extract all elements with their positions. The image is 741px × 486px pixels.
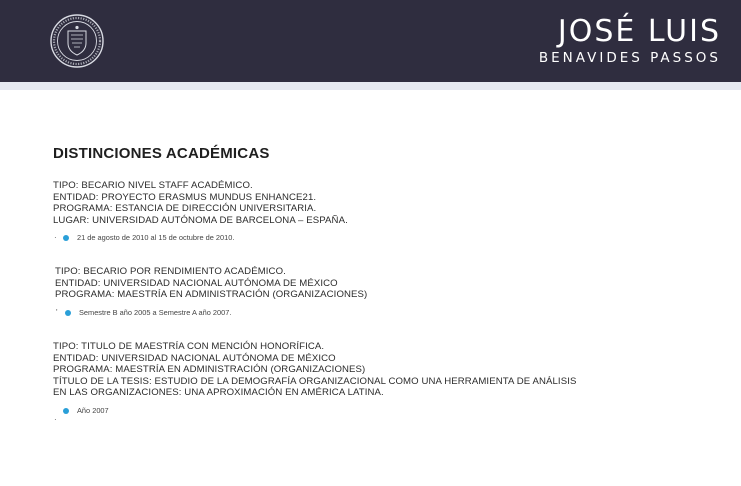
header-banner <box>0 0 741 82</box>
entry-date-row <box>53 404 576 424</box>
distinction-entry-3 <box>53 341 577 424</box>
entry-line: TIPO: BECARIO POR RENDIMIENTO ACADÉMICO. <box>55 266 286 277</box>
tick-mark: · <box>54 233 57 243</box>
entry-line: TÍTULO DE LA TESIS: ESTUDIO DE LA DEMOGRAFÍA ORGANIZACIONAL COMO UNA HERRAMIENTA DE ANÁLISIS <box>53 375 577 387</box>
entry-date-row <box>55 306 367 320</box>
entry-date-row <box>53 231 348 245</box>
header-strip <box>0 82 741 90</box>
entry-line: ENTIDAD: UNIVERSIDAD NACIONAL AUTÓNOMA DE MÉXICO <box>55 277 338 289</box>
tick-mark: ' <box>56 307 58 317</box>
entry-date: Semestre B año 2005 a Semestre A año 2007. <box>79 307 232 317</box>
entry-line: LUGAR: UNIVERSIDAD AUTÓNOMA DE BARCELONA – ESPAÑA. <box>53 214 348 226</box>
name-main: JOSÉ LUIS <box>557 14 721 49</box>
entry-line: PROGRAMA: MAESTRÍA EN ADMINISTRACIÓN (ORGANIZACIONES) <box>53 364 366 376</box>
entry-line: PROGRAMA: MAESTRÍA EN ADMINISTRACIÓN (ORGANIZACIONES) <box>55 289 368 301</box>
entry-line: PROGRAMA: ESTANCIA DE DIRECCIÓN UNIVERSITARIA. <box>53 203 317 215</box>
bullet-dot-icon <box>63 235 69 241</box>
section-title: DISTINCIONES ACADÉMICAS <box>53 145 270 162</box>
entry-line: EN LAS ORGANIZACIONES: UNA APROXIMACIÓN EN AMÉRICA LATINA. <box>53 387 384 399</box>
entry-line: ENTIDAD: PROYECTO ERASMUS MUNDUS ENHANCE21. <box>53 191 317 203</box>
distinction-entry-1 <box>53 180 348 245</box>
distinction-entry-2 <box>55 266 367 320</box>
tick-mark: · <box>54 414 57 424</box>
name-block <box>539 15 721 66</box>
bullet-dot-icon <box>63 408 69 414</box>
university-seal-icon <box>49 13 105 69</box>
entry-line: TIPO: TITULO DE MAESTRÍA CON MENCIÓN HONORÍFICA. <box>53 341 325 352</box>
name-sub: BENAVIDES PASSOS <box>538 50 721 66</box>
entry-date: Año 2007 <box>77 405 109 415</box>
entry-line: TIPO: BECARIO NIVEL STAFF ACADÉMICO. <box>53 180 253 191</box>
entry-line: ENTIDAD: UNIVERSIDAD NACIONAL AUTÓNOMA DE MÉXICO <box>53 352 336 364</box>
bullet-dot-icon <box>65 310 71 316</box>
entry-date: 21 de agosto de 2010 al 15 de octubre de 2010. <box>77 233 235 243</box>
